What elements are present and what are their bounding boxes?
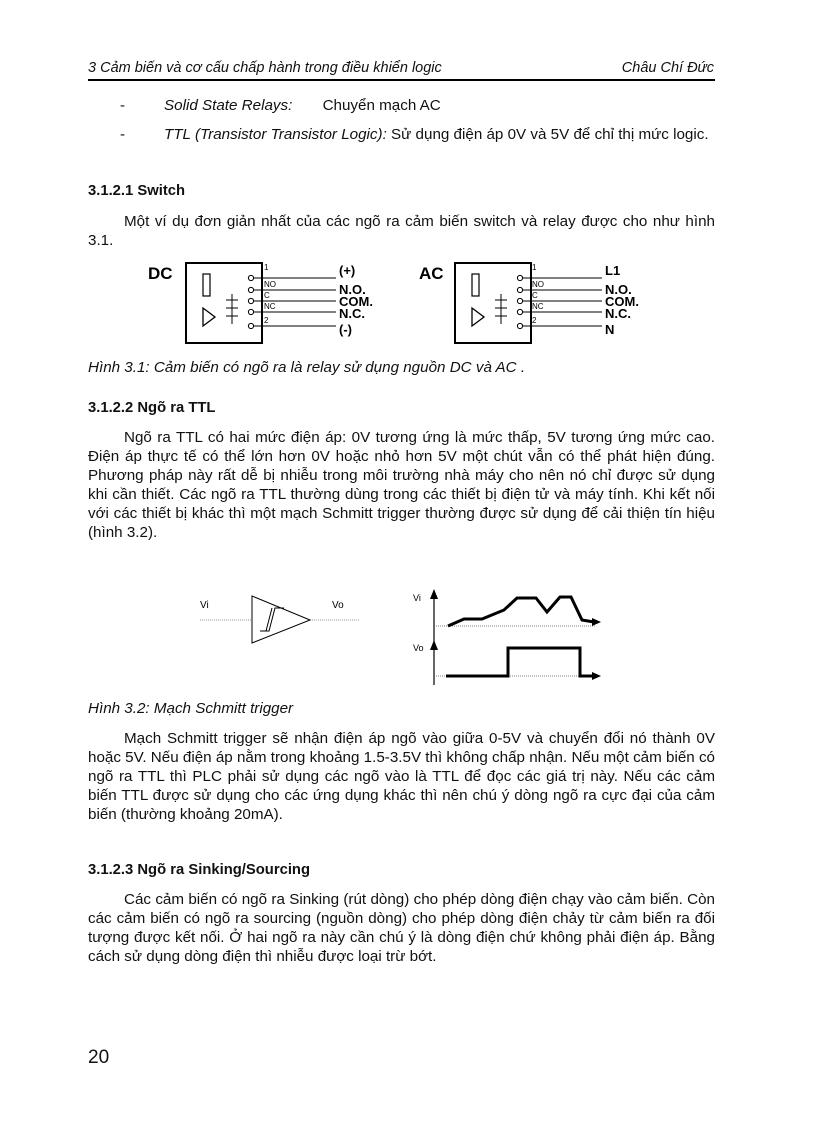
bullet-term: TTL (Transistor Transistor Logic):	[164, 126, 387, 143]
graph-vo-label: Vo	[413, 643, 424, 653]
paragraph-ttl: Ngõ ra TTL có hai mức điện áp: 0V tương ứng là mức thấp, 5V tương ứng mức cao. Điện áp thực tế có thể lớn hơn 0V hoặc nhỏ hơn 5V một chút vẫn có thể phát hiện đúng. Phương pháp này rất dễ bị nhiễu trong môi trường nhà máy cho nên nó chỉ được sử dụng khi cần thiết. Các ngõ ra TTL thường dùng trong các thiết bị điện tử và máy tính. Khi kết nối với các thiết bị khác thì một mạch Schmitt trigger thường được sử dụng để cải thiện tín hiệu (hình 3.2).	[88, 429, 715, 541]
section-heading-switch: 3.1.2.1 Switch	[88, 183, 186, 199]
pin-label: NC	[264, 302, 276, 311]
pin-label: NO	[264, 280, 276, 289]
paragraph-schmitt: Mạch Schmitt trigger sẽ nhận điện áp ngõ vào giữa 0-5V và chuyển đổi nó thành 0V hoặc 5V. Nếu điện áp nằm trong khoảng 1.5-3.5V thì không chấp nhận. Nếu một cảm biến có ngõ ra TTL thì PLC phải sử dụng các ngõ vào là TTL để đọc các giá trị này. Nếu các cảm biến TTL được sử dụng cho các ứng dụng khác thì nên chú ý dòng ngõ ra cực đại của cảm biến (thường khoảng 20mA).	[88, 730, 715, 823]
ac-relay-diagram	[419, 263, 639, 343]
chapter-title: 3 Cảm biến và cơ cấu chấp hành trong điều khiển logic	[88, 60, 442, 76]
running-header	[88, 58, 714, 80]
pin-label: 1	[264, 263, 269, 272]
pin-label: 2	[532, 316, 537, 325]
pin-label: C	[532, 291, 538, 300]
ac-label: AC	[419, 264, 444, 283]
bullet-solid-state-relays	[164, 96, 715, 115]
paragraph-switch: Một ví dụ đơn giản nhất của các ngõ ra cảm biến switch và relay được cho như hình 3.1.	[88, 213, 715, 249]
bullet-dash: -	[120, 97, 126, 114]
ac-terminal: N	[605, 322, 615, 337]
bullet-text: Sử dụng điện áp 0V và 5V để chỉ thị mức logic.	[386, 126, 709, 143]
pin-label: 2	[264, 316, 269, 325]
pin-label: C	[264, 291, 270, 300]
dc-terminal: N.O.	[339, 282, 366, 297]
dc-label: DC	[148, 264, 173, 283]
bullet-ttl	[164, 125, 715, 144]
ac-terminal: COM.	[605, 294, 639, 309]
page-number: 20	[88, 1047, 110, 1068]
paragraph-sinking: Các cảm biến có ngõ ra Sinking (rút dòng) cho phép dòng điện chạy vào cảm biến. Còn các cảm biến có ngõ ra sourcing (nguồn dòng) cho phép dòng điện chảy từ cảm biến ra đối tượng được kết nối. Ở hai ngõ ra này cần chú ý là dòng điện chứ không phải điện áp. Bằng cách sử dụng dòng điện thì nhiễu được loại trừ bớt.	[88, 891, 715, 965]
schmitt-trigger-symbol	[200, 596, 360, 643]
dc-relay-diagram	[148, 263, 373, 343]
bullet-dash: -	[120, 126, 126, 143]
figure-schmitt-trigger	[190, 585, 610, 690]
section-heading-sinking: 3.1.2.3 Ngõ ra Sinking/Sourcing	[88, 862, 311, 878]
dc-terminal: (+)	[339, 263, 356, 278]
ac-terminal: N.C.	[605, 306, 631, 321]
figure-relay-outputs	[140, 258, 660, 348]
ac-terminal: L1	[605, 263, 621, 278]
figure-3-2-caption: Hình 3.2: Mạch Schmitt trigger	[88, 700, 294, 717]
graph-vi-label: Vi	[413, 593, 421, 603]
dc-terminal: COM.	[339, 294, 373, 309]
ac-terminal: N.O.	[605, 282, 632, 297]
dc-terminal: N.C.	[339, 306, 365, 321]
pin-label: NC	[532, 302, 544, 311]
section-heading-ttl: 3.1.2.2 Ngõ ra TTL	[88, 400, 216, 416]
output-label: Vo	[332, 600, 344, 611]
dc-terminal: (-)	[339, 322, 352, 337]
waveform-graphs	[413, 589, 601, 685]
pin-label: 1	[532, 263, 537, 272]
pin-label: NO	[532, 280, 544, 289]
bullet-text: Chuyển mạch AC	[322, 97, 441, 114]
bullet-term: Solid State Relays:	[164, 97, 293, 114]
figure-3-1-caption: Hình 3.1: Cảm biến có ngõ ra là relay sử dụng nguồn DC và AC .	[88, 359, 526, 376]
input-label: Vi	[200, 600, 209, 611]
author-name: Châu Chí Đức	[621, 60, 714, 76]
header-rule	[88, 79, 715, 81]
